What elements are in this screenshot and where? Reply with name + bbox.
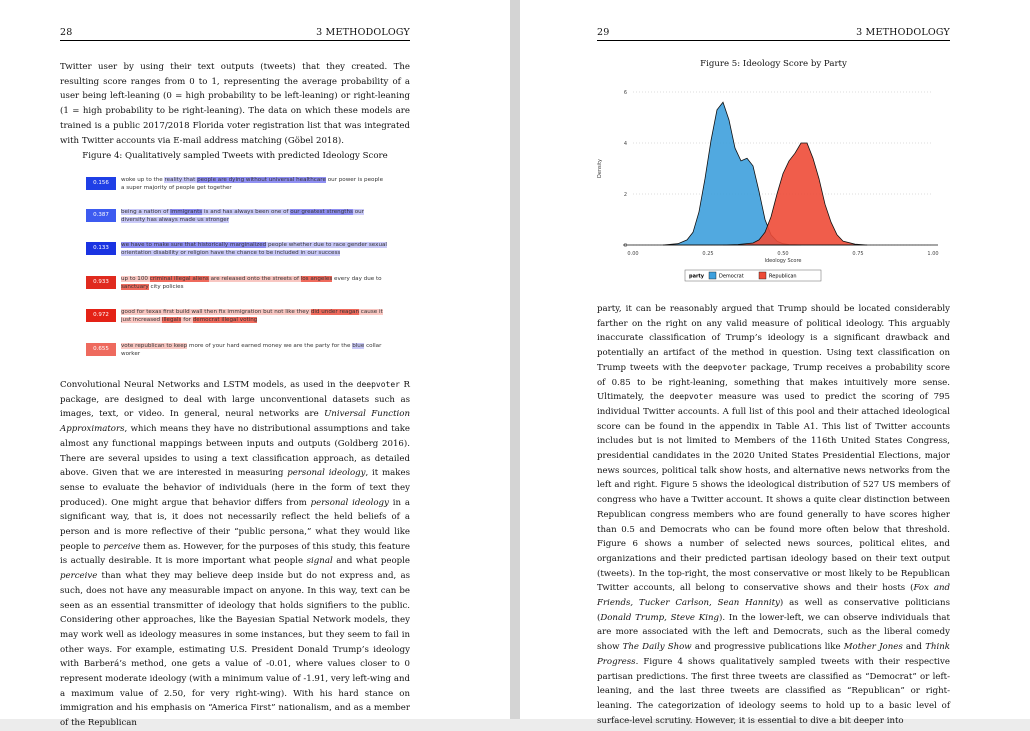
score-badge: 0.655: [86, 343, 116, 356]
page-gutter: [510, 0, 520, 719]
score-badge: 0.933: [86, 276, 116, 289]
running-header: 3 METHODOLOGY: [316, 27, 410, 38]
left-page: [0, 0, 510, 729]
tweet-row: [86, 276, 381, 298]
score-badge: 0.387: [86, 209, 116, 222]
tweet-row: [86, 242, 387, 264]
paragraph-methods: Convolutional Neural Networks and LSTM models, as used in the deepvoter R package, are designed to deal with large unconventional datasets such as images, text, or video. In general, neural networks are Universal Function Approximators, which means they have no distributional assumptions and take almost any functional mappings between inputs and outputs (Goldberg 2016). There are several upsides to using a text classification approach, as detailed above. Given that we are interested in measuring personal ideology, it makes sense to evaluate the behavior of individuals (here in the form of text they produced). One might argue that behavior differs from personal ideology in a significant way, that is, it does not necessarily reflect the held beliefs of a person and is more reflective of their “public persona,” what they would like people to perceive them as. However, for the purposes of this study, this feature is actually desirable. It is more important what people signal and what people perceive than what they may believe deep inside but do not express and, as such, does not have any measurable impact on anyone. In this way, text can be seen as an essential transmitter of ideology that holds signifiers to the public. Considering other approaches, like the Bayesian Spatial Network models, they may work well as ideology measures in some instances, but they seem to fail in other ways. For example, estimating U.S. President Donald Trump’s ideology with Barberá’s method, one gets a value of -0.01, where values closer to 0 represent moderate ideology (with a minimum value of -1.91, very left-wing and a maximum value of 2.50, for very right-wing). With his hard stance on immigration and his emphasis on “America First” nationalism, and as a member of the Republican: [60, 380, 411, 729]
x-axis-title: Ideology Score: [764, 258, 802, 264]
tweet-row: [86, 177, 384, 199]
tweet-row: [86, 309, 381, 331]
y-tick-label: 4: [623, 141, 627, 147]
density-chart: [593, 80, 945, 285]
x-tick-label: 0.50: [777, 251, 789, 257]
tweet-text: being a nation of immigrants is and has always been one of our greatest strengths our diversity has always made us stronger: [121, 209, 364, 224]
tweet-text: we have to make sure that historically marginalized people whether due to race gender sexual orientation disability or religion have the chance to be included in our success: [121, 242, 387, 257]
header-rule: [60, 40, 410, 41]
legend-label: Republican: [769, 273, 797, 280]
paragraph-intro: Twitter user by using their text outputs (tweets) that they created. The resulting score ranges from 0 to 1, representing the average probability of a user being left-leaning (0 = high probability to be left-leaning) or right-leaning (1 = high probability to be right-leaning). The data on which these models are trained is a public 2017/2018 Florida voter registration list that was integrated with Twitter accounts via E-mail address matching (Göbel 2018).: [60, 62, 410, 146]
x-tick-label: 0.75: [852, 251, 864, 257]
x-tick-label: 1.00: [927, 251, 939, 257]
right-page: [520, 0, 1030, 726]
tweet-text: woke up to the reality that people are dying without universal healthcare our power is people a super majority of people get together: [121, 177, 384, 192]
tweet-text: vote republican to keep more of your hard earned money we are the party for the blue collar worker: [121, 343, 382, 358]
y-axis-title: Density: [597, 158, 603, 179]
tweet-row: [86, 209, 381, 231]
page-number: 28: [60, 27, 73, 38]
figure-4-caption: Figure 4: Qualitatively sampled Tweets with predicted Ideology Score: [82, 151, 388, 161]
score-badge: 0.972: [86, 309, 116, 322]
header-rule: [597, 40, 950, 41]
x-tick-label: 0.25: [702, 251, 714, 257]
x-tick-label: 0.00: [627, 251, 639, 257]
legend-swatch: [709, 272, 716, 279]
tweet-row: [86, 343, 381, 365]
tweet-text: up to 100 criminal illegal aliens are released onto the streets of los angeles every day due to sanctuary city policies: [121, 276, 382, 291]
running-header: 3 METHODOLOGY: [856, 27, 950, 38]
y-tick-label: 6: [623, 90, 627, 96]
legend-box: [685, 270, 821, 281]
legend-title: party: [689, 273, 705, 280]
figure-5-caption: Figure 5: Ideology Score by Party: [700, 59, 847, 69]
tweet-text: good for texas first build wall then fix immigration but not like they did under reagan cause it just increased illegals for democrat illegal voting: [121, 309, 383, 324]
y-tick-label: 2: [623, 192, 627, 198]
page-number: 29: [597, 27, 610, 38]
legend-label: Democrat: [719, 273, 744, 280]
score-badge: 0.156: [86, 177, 116, 190]
score-badge: 0.133: [86, 242, 116, 255]
legend-swatch: [759, 272, 766, 279]
y-tick-label: 0: [623, 243, 627, 249]
paragraph-results: party, it can be reasonably argued that Trump should be located considerably farther on the right on any valid measure of political ideology. This arguably inaccurate classification of Trump’s ideology is a significant drawback and potentially an artifact of the method in question. Using text classification on Trump tweets with the deepvoter package, Trump receives a probability score of 0.85 to be right-leaning, something that makes intuitively more sense. Ultimately, the deepvoter measure was used to predict the scoring of 795 individual Twitter accounts. A full list of this pool and their attached ideological score can be found in the appendix in Table A1. This list of Twitter accounts includes but is not limited to Members of the 116th United States Congress, presidential candidates in the 2020 United States Presidential Elections, major news sources, political talk show hosts, and alternative news networks from the left and right. Figure 5 shows the ideological distribution of 527 US members of congress who have a Twitter account. It shows a quite clear distinction between Republican congress members who are found generally to have scores higher than 0.5 and Democrats who can be found more often below that threshold. Figure 6 shows a number of selected news sources, political elites, and organizations and their predicted partisan ideology based on their text output (tweets). In the top-right, the most conservative or most likely to be Republican Twitter accounts, all belong to conservative shows and their hosts (Fox and Friends, Tucker Carlson, Sean Hannity) as well as conservative politicians (Donald Trump, Steve King). In the lower-left, we can observe individuals that are more associated with the left and Democrats, such as the liberal comedy show The Daily Show and progressive publications like Mother Jones and Think Progress. Figure 4 shows qualitatively sampled tweets with their respective partisan predictions. The first three tweets are classified as “Democrat” or left-leaning, and the last three tweets are classified as “Republican” or right-leaning. The categorization of ideology seems to hold up to a basic level of surface-level scrutiny. However, it is essential to dive a bit deeper into: [597, 304, 951, 726]
